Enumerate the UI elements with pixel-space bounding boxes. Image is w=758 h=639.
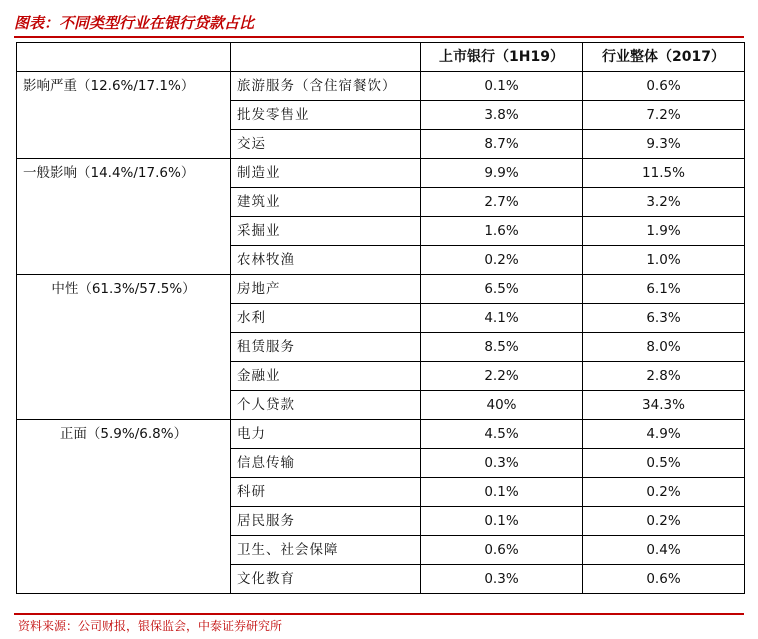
industry-cell: 金融业 bbox=[231, 362, 421, 391]
listed-banks-value: 0.6% bbox=[421, 536, 583, 565]
industry-overall-value: 0.2% bbox=[583, 478, 745, 507]
industry-cell: 批发零售业 bbox=[231, 101, 421, 130]
header-cell-listed-banks: 上市银行（1H19） bbox=[421, 43, 583, 72]
industry-overall-value: 0.6% bbox=[583, 72, 745, 101]
industry-overall-value: 0.6% bbox=[583, 565, 745, 594]
listed-banks-value: 4.1% bbox=[421, 304, 583, 333]
industry-overall-value: 1.9% bbox=[583, 217, 745, 246]
industry-overall-value: 7.2% bbox=[583, 101, 745, 130]
listed-banks-value: 40% bbox=[421, 391, 583, 420]
listed-banks-value: 6.5% bbox=[421, 275, 583, 304]
industry-overall-value: 34.3% bbox=[583, 391, 745, 420]
industry-cell: 电力 bbox=[231, 420, 421, 449]
figure-title: 图表：不同类型行业在银行贷款占比 bbox=[14, 14, 255, 32]
industry-overall-value: 0.2% bbox=[583, 507, 745, 536]
footer-divider bbox=[14, 613, 744, 615]
industry-cell: 租赁服务 bbox=[231, 333, 421, 362]
industry-cell: 交运 bbox=[231, 130, 421, 159]
header-cell-industry-overall: 行业整体（2017） bbox=[583, 43, 745, 72]
listed-banks-value: 8.5% bbox=[421, 333, 583, 362]
listed-banks-value: 0.1% bbox=[421, 507, 583, 536]
industry-overall-value: 2.8% bbox=[583, 362, 745, 391]
industry-cell: 水利 bbox=[231, 304, 421, 333]
listed-banks-value: 4.5% bbox=[421, 420, 583, 449]
industry-cell: 信息传输 bbox=[231, 449, 421, 478]
listed-banks-value: 9.9% bbox=[421, 159, 583, 188]
industry-cell: 建筑业 bbox=[231, 188, 421, 217]
group-label-positive: 正面（5.9%/6.8%） bbox=[17, 420, 231, 594]
title-divider bbox=[14, 36, 744, 38]
listed-banks-value: 2.2% bbox=[421, 362, 583, 391]
listed-banks-value: 3.8% bbox=[421, 101, 583, 130]
source-note: 资料来源：公司财报，银保监会，中泰证券研究所 bbox=[18, 619, 283, 633]
listed-banks-value: 0.3% bbox=[421, 565, 583, 594]
group-label-neutral: 中性（61.3%/57.5%） bbox=[17, 275, 231, 420]
industry-cell: 卫生、社会保障 bbox=[231, 536, 421, 565]
industry-cell: 居民服务 bbox=[231, 507, 421, 536]
industry-overall-value: 6.3% bbox=[583, 304, 745, 333]
industry-cell: 科研 bbox=[231, 478, 421, 507]
industry-cell: 个人贷款 bbox=[231, 391, 421, 420]
industry-overall-value: 9.3% bbox=[583, 130, 745, 159]
table-header-row bbox=[17, 43, 745, 72]
industry-overall-value: 11.5% bbox=[583, 159, 745, 188]
industry-overall-value: 4.9% bbox=[583, 420, 745, 449]
header-cell-industry bbox=[231, 43, 421, 72]
listed-banks-value: 1.6% bbox=[421, 217, 583, 246]
listed-banks-value: 2.7% bbox=[421, 188, 583, 217]
header-cell-group bbox=[17, 43, 231, 72]
industry-overall-value: 0.5% bbox=[583, 449, 745, 478]
table-row bbox=[17, 72, 745, 101]
listed-banks-value: 0.1% bbox=[421, 72, 583, 101]
industry-overall-value: 3.2% bbox=[583, 188, 745, 217]
industry-cell: 制造业 bbox=[231, 159, 421, 188]
loan-share-table bbox=[16, 42, 745, 594]
industry-cell: 房地产 bbox=[231, 275, 421, 304]
listed-banks-value: 8.7% bbox=[421, 130, 583, 159]
table-row bbox=[17, 159, 745, 188]
table-row bbox=[17, 420, 745, 449]
group-label-severe: 影响严重（12.6%/17.1%） bbox=[17, 72, 231, 159]
industry-overall-value: 8.0% bbox=[583, 333, 745, 362]
industry-cell: 文化教育 bbox=[231, 565, 421, 594]
industry-cell: 旅游服务（含住宿餐饮） bbox=[231, 72, 421, 101]
industry-cell: 农林牧渔 bbox=[231, 246, 421, 275]
listed-banks-value: 0.3% bbox=[421, 449, 583, 478]
industry-overall-value: 1.0% bbox=[583, 246, 745, 275]
industry-cell: 采掘业 bbox=[231, 217, 421, 246]
listed-banks-value: 0.2% bbox=[421, 246, 583, 275]
industry-overall-value: 0.4% bbox=[583, 536, 745, 565]
listed-banks-value: 0.1% bbox=[421, 478, 583, 507]
group-label-general: 一般影响（14.4%/17.6%） bbox=[17, 159, 231, 275]
table-row bbox=[17, 275, 745, 304]
industry-overall-value: 6.1% bbox=[583, 275, 745, 304]
